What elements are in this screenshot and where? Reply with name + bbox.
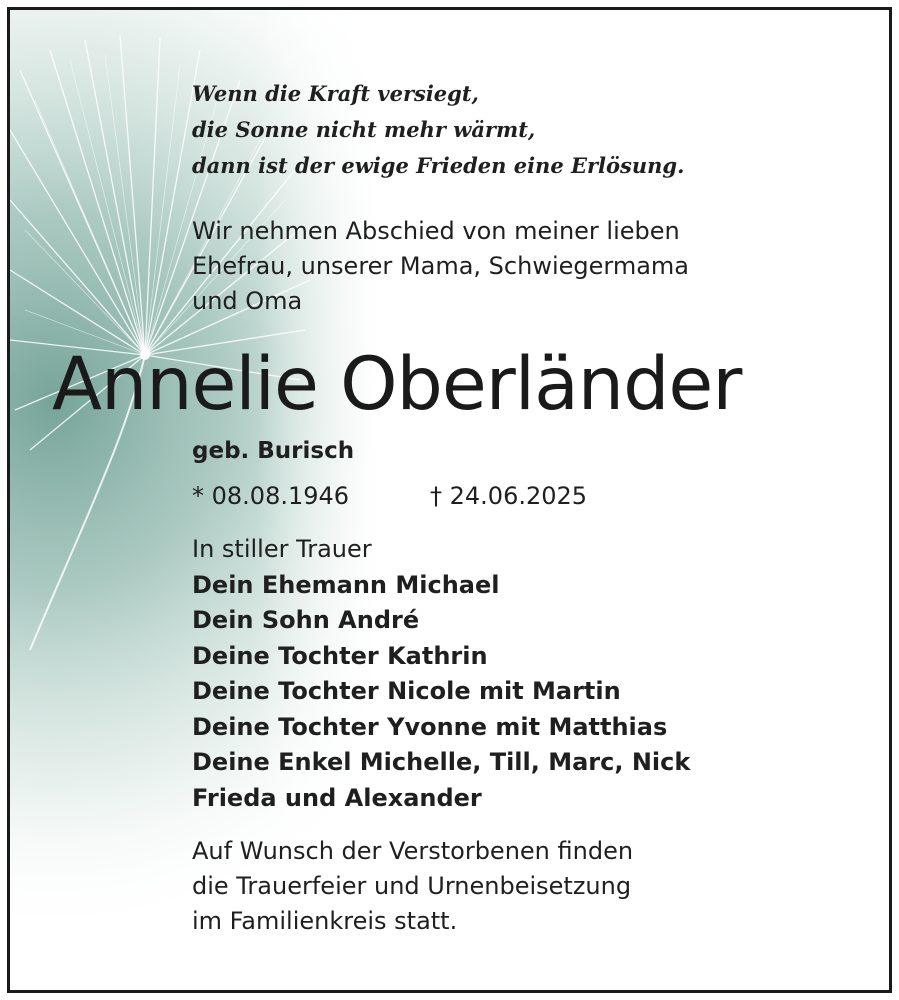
verse	[192, 76, 684, 184]
mourner: Deine Tochter Kathrin	[192, 641, 488, 670]
note-line: im Familienkreis statt.	[192, 907, 458, 935]
intro-line: Ehefrau, unserer Mama, Schwiegermama	[192, 252, 690, 280]
deceased-name: Annelie Oberländer	[52, 342, 742, 427]
verse-line: Wenn die Kraft versiegt,	[192, 81, 479, 106]
mourner: Deine Tochter Yvonne mit Matthias	[192, 712, 668, 741]
life-dates	[192, 478, 587, 514]
obituary-frame	[7, 7, 892, 993]
verse-line: dann ist der ewige Frieden eine Erlösung.	[192, 153, 685, 178]
mourner: Frieda und Alexander	[192, 783, 482, 812]
mourner: Dein Sohn André	[192, 606, 420, 634]
intro-line: Wir nehmen Abschied von meiner lieben	[192, 217, 680, 245]
birth-name: geb. Burisch	[192, 438, 355, 464]
mourner: Dein Ehemann Michael	[192, 570, 500, 599]
obituary-content	[10, 10, 889, 990]
intro-line: und Oma	[192, 287, 303, 315]
funeral-note	[192, 834, 633, 939]
farewell-intro	[192, 214, 689, 319]
verse-line: die Sonne nicht mehr wärmt,	[192, 117, 536, 142]
mourner: Deine Tochter Nicole mit Martin	[192, 677, 621, 705]
mourner: Deine Enkel Michelle, Till, Marc, Nick	[192, 748, 691, 776]
note-line: die Trauerfeier und Urnenbeisetzung	[192, 872, 632, 900]
birth-date: * 08.08.1946	[192, 482, 350, 510]
death-date: † 24.06.2025	[430, 482, 588, 510]
note-line: Auf Wunsch der Verstorbenen finden	[192, 837, 634, 865]
mourning-heading: In stiller Trauer	[192, 535, 372, 563]
mourners-list	[192, 532, 690, 816]
